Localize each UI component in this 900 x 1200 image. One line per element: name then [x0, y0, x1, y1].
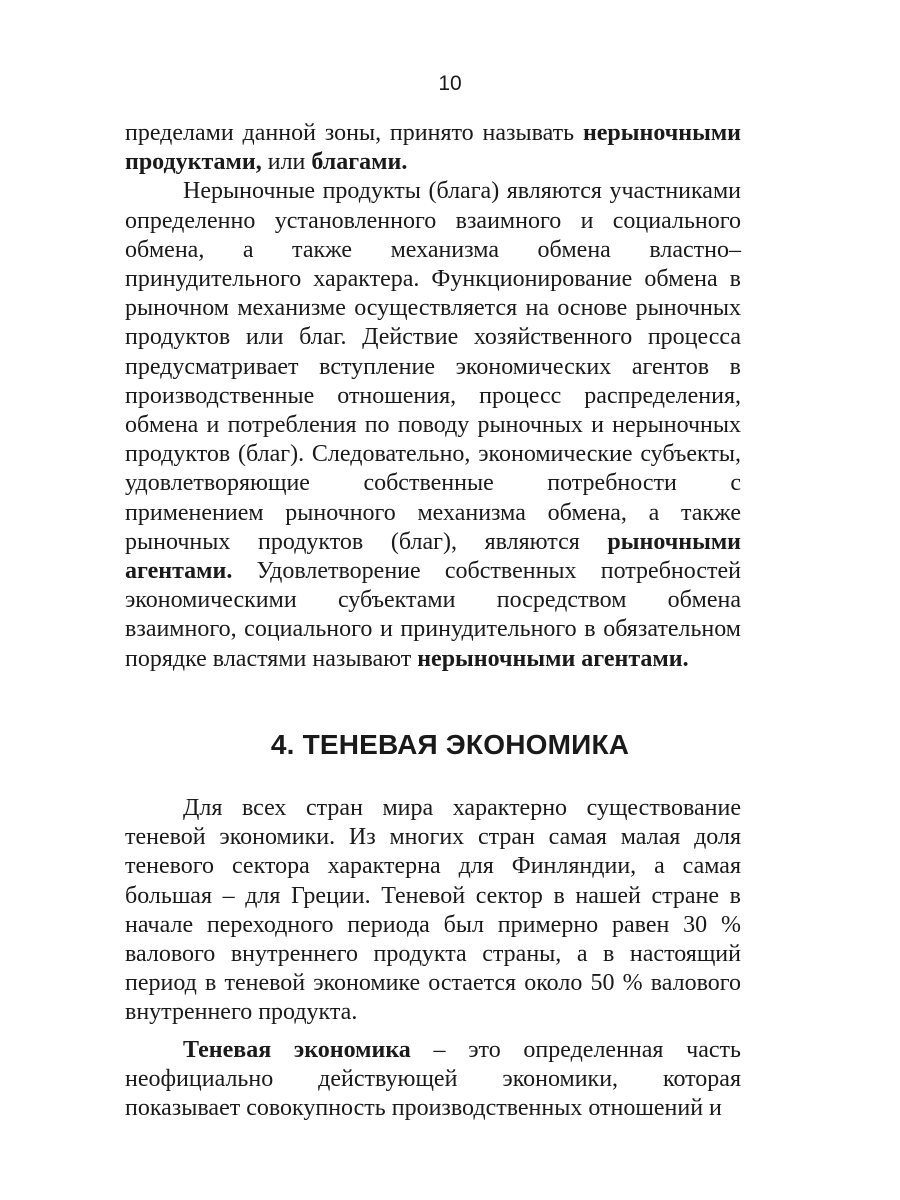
paragraph-text: Удовлетворение собственных потребностей экономическими субъектами посредством обмена взаимного, социального и принудительного в обязательном порядке властями называют [125, 558, 741, 672]
term-nonmarket-agents: нерыночными агентами. [417, 645, 689, 672]
term-shadow-economy: Теневая экономика [183, 1036, 411, 1063]
text-block-top [125, 119, 741, 674]
term-goods: благами. [311, 149, 408, 176]
paragraph-text: или [261, 149, 312, 176]
paragraph-shadow-economy-share [125, 794, 741, 1028]
page-number: 10 [438, 72, 462, 95]
paragraph-shadow-economy-definition [125, 1036, 741, 1124]
paragraph-text: пределами данной зоны, принято называть [125, 120, 583, 146]
paragraph-text: – это определенная часть неофициально действующей экономики, которая показывает совокупность производственных отношений и [125, 1036, 741, 1122]
paragraph-market-agents [125, 177, 741, 673]
term-market-agents: рыночными агентами. [125, 528, 741, 585]
section-heading: 4. ТЕНЕВАЯ ЭКОНОМИКА [270, 729, 630, 760]
paragraph-text: Для всех стран мира характерно существование теневой экономики. Из многих стран самая малая доля теневого сектора характерна для Финляндии, а самая большая – для Греции. Теневой сектор в нашей стране в начале переходного периода был примерно равен 30 % валового внутреннего продукта страны, а в настоящий период в теневой экономике остается около 50 % валового внутреннего продукта. [125, 795, 741, 1026]
term-nonmarket-products: нерыночными продуктами, [125, 120, 741, 176]
paragraph-text: Нерыночные продукты (блага) являются участниками определенно установленного взаимного и социального обмена, а также механизма обмена властно–принудительного характера. Функционирование обмена в рыночном механизме осуществляется на основе рыночных продуктов или благ. Действие хозяйственного процесса предусматривает вступление экономических агентов в производственные отношения, процесс распределения, обмена и потребления по поводу рыночных и нерыночных продуктов (благ). Следовательно, экономические субъекты, удовлетворяющие собственные потребности с применением рыночного механизма обмена, а также рыночных продуктов (благ), являются [125, 178, 741, 555]
text-block-bottom [125, 794, 741, 1123]
paragraph-spacer [125, 1028, 741, 1036]
paragraph-nonmarket-products [125, 119, 741, 177]
